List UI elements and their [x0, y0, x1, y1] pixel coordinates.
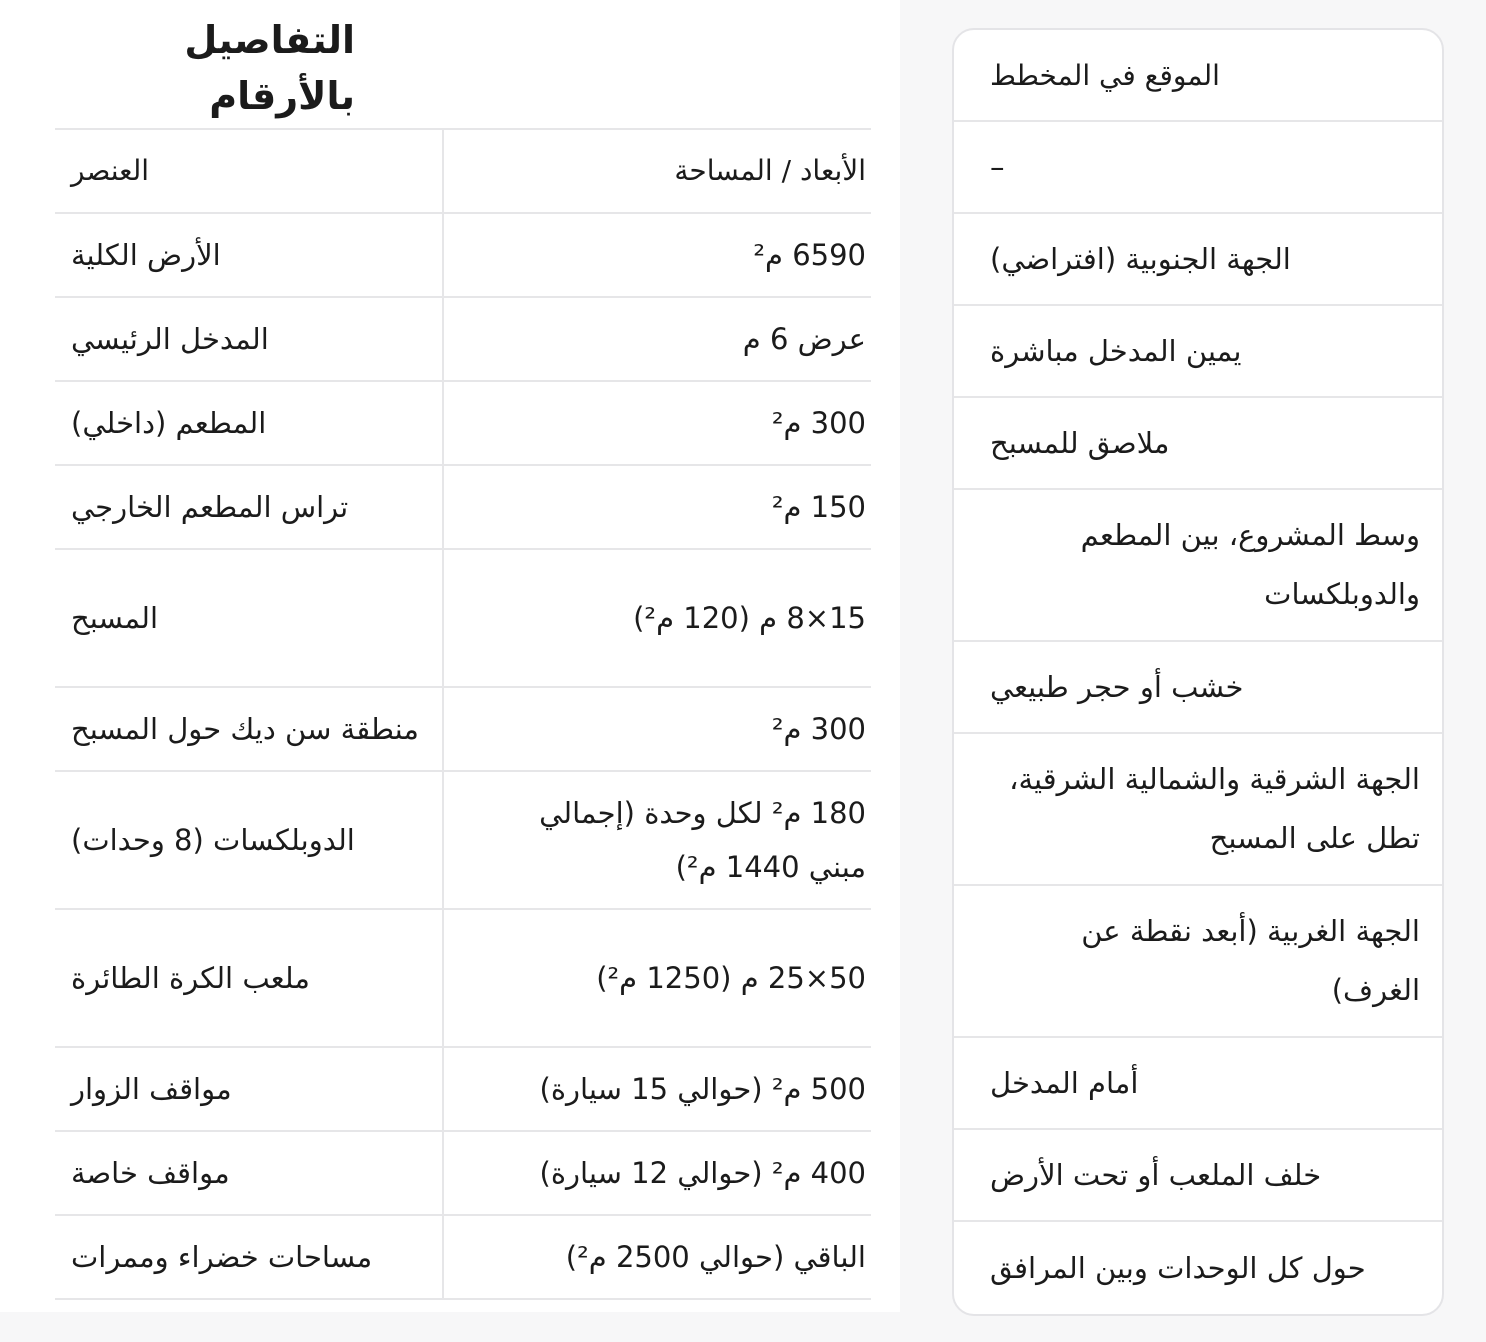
dimensions-text: 180 م² لكل وحدة (إجمالي مبني 1440 م²): [539, 796, 866, 884]
element-text: المسبح: [71, 601, 158, 635]
element-cell: [55, 298, 442, 380]
dimensions-cell: [442, 1048, 871, 1130]
location-text: خشب أو حجر طبيعي: [990, 669, 1244, 704]
element-text: مواقف الزوار: [71, 1072, 232, 1106]
dimensions-cell: [442, 1132, 871, 1214]
location-text: الجهة الجنوبية (افتراضي): [990, 241, 1291, 276]
dimensions-text: 300 م²: [771, 712, 866, 746]
element-text: المدخل الرئيسي: [71, 322, 269, 356]
element-cell: [55, 1048, 442, 1130]
element-text: منطقة سن ديك حول المسبح: [71, 712, 419, 746]
header-element: العنصر: [71, 154, 149, 187]
location-text: يمين المدخل مباشرة: [990, 333, 1242, 368]
location-row: [954, 122, 1442, 214]
element-cell: [55, 910, 442, 1046]
location-row: [954, 398, 1442, 490]
dimensions-text: 300 م²: [771, 406, 866, 440]
location-row: [954, 1222, 1442, 1314]
table-row: [55, 1216, 871, 1300]
table-row: [55, 382, 871, 466]
table-row: [55, 688, 871, 772]
section-title: التفاصيل بالأرقام: [184, 18, 355, 118]
dimensions-cell: [442, 772, 871, 908]
location-row: [954, 642, 1442, 734]
dimensions-text: الباقي (حوالي 2500 م²): [565, 1240, 866, 1274]
element-text: مساحات خضراء وممرات: [71, 1240, 373, 1274]
dimensions-cell: [442, 466, 871, 548]
element-cell: [55, 688, 442, 770]
location-text: أمام المدخل: [990, 1065, 1139, 1100]
location-row: [954, 734, 1442, 886]
dimensions-cell: [442, 382, 871, 464]
dimensions-cell: [442, 298, 871, 380]
table-header-row: [55, 130, 871, 214]
dimensions-text: 500 م² (حوالي 15 سيارة): [539, 1072, 866, 1106]
location-panel: [952, 28, 1444, 1316]
location-text: الجهة الشرقية والشمالية الشرقية، تطل على المسبح: [1009, 762, 1420, 855]
element-cell: [55, 772, 442, 908]
element-text: مواقف خاصة: [71, 1156, 230, 1190]
dimensions-text: 15×8 م (120 م²): [633, 601, 866, 635]
element-text: الدوبلكسات (8 وحدات): [71, 823, 355, 857]
dimensions-cell: [442, 688, 871, 770]
dimensions-text: عرض 6 م: [742, 322, 866, 356]
table-row: [55, 466, 871, 550]
table-row: [55, 214, 871, 298]
location-row: [954, 1130, 1442, 1222]
location-header: الموقع في المخطط: [990, 58, 1220, 92]
dimensions-text: 6590 م²: [753, 238, 866, 272]
dimensions-cell: [442, 550, 871, 686]
element-cell: [55, 550, 442, 686]
element-cell: [55, 1216, 442, 1298]
element-cell: [55, 382, 442, 464]
dimensions-cell: [442, 214, 871, 296]
location-row: [954, 886, 1442, 1038]
location-text: ملاصق للمسبح: [990, 425, 1170, 460]
location-header-row: [954, 30, 1442, 122]
element-cell: [55, 214, 442, 296]
location-text: حول كل الوحدات وبين المرافق: [990, 1250, 1366, 1285]
element-cell: [55, 466, 442, 548]
dimensions-text: 400 م² (حوالي 12 سيارة): [539, 1156, 866, 1190]
details-table: [55, 128, 871, 1300]
location-row: [954, 214, 1442, 306]
element-text: تراس المطعم الخارجي: [71, 490, 349, 524]
location-text: وسط المشروع، بين المطعم والدوبلكسات: [1080, 518, 1420, 611]
location-text: الجهة الغربية (أبعد نقطة عن الغرف): [1081, 914, 1420, 1007]
table-row: [55, 550, 871, 688]
location-row: [954, 490, 1442, 642]
location-text: خلف الملعب أو تحت الأرض: [990, 1157, 1322, 1192]
table-row: [55, 1132, 871, 1216]
element-text: ملعب الكرة الطائرة: [71, 961, 310, 995]
header-element-cell: [55, 130, 442, 212]
element-text: المطعم (داخلي): [71, 406, 267, 440]
table-row: [55, 910, 871, 1048]
location-row: [954, 1038, 1442, 1130]
location-text: –: [990, 149, 1005, 184]
header-dimensions: الأبعاد / المساحة: [674, 154, 866, 187]
dimensions-cell: [442, 1216, 871, 1298]
dimensions-text: 50×25 م (1250 م²): [596, 961, 866, 995]
dimensions-text: 150 م²: [771, 490, 866, 524]
location-row: [954, 306, 1442, 398]
element-text: الأرض الكلية: [71, 238, 221, 272]
element-cell: [55, 1132, 442, 1214]
table-row: [55, 1048, 871, 1132]
dimensions-cell: [442, 910, 871, 1046]
table-row: [55, 772, 871, 910]
header-dimensions-cell: [442, 130, 871, 212]
table-row: [55, 298, 871, 382]
